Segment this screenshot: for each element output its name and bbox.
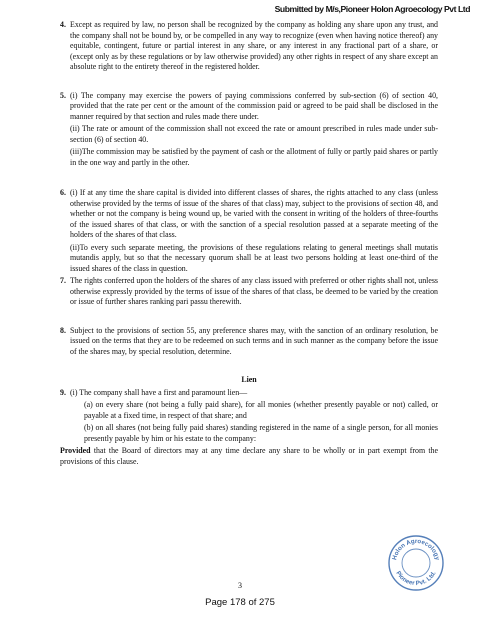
submitted-by-header: Submitted by M/s,Pioneer Holon Agroecology Pvt Ltd <box>274 4 470 14</box>
subclause-label: (i) <box>70 90 78 100</box>
subclause-label: (iii) <box>70 147 82 156</box>
proviso-label: Provided <box>60 446 91 455</box>
subclause-6-i <box>70 188 438 241</box>
clause-9 <box>60 388 438 399</box>
subclause-text: If at any time the share capital is divided into different classes of shares, the rights attached to any class (unless otherwise provided by the terms of issue of the shares of that class) may, subject to the provisions of section 48, and whether or not the company is being wound up, be varied with the consent in writing of the holders of three-fourths of the issued shares of that class, or with the sanction of a special resolution passed at a separate meeting of the holders of the shares of that class. <box>70 188 438 239</box>
subclause-text: The rate or amount of the commission shall not exceed the rate or amount prescribed in rules made under sub-section (6) of section 40. <box>70 124 438 144</box>
clause-text: The rights conferred upon the holders of the shares of any class issued with preferred or other rights shall not, unless otherwise expressly provided by the terms of issue of the shares of that class, be deemed to be varied by the creation or issue of further shares ranking pari passu therewith. <box>70 276 438 306</box>
lien-item-b: (b) on all shares (not being fully paid shares) standing registered in the name of a single person, for all monies presently payable by him or his estate to the company: <box>84 423 438 443</box>
subclause-text: To every such separate meeting, the provisions of these regulations relating to general meetings shall mutatis mutandis apply, but so that the necessary quorum shall be at least two persons holding at least one-third of the issued shares of the class in question. <box>70 242 438 273</box>
subclause-5-i <box>70 91 438 123</box>
lien-item-a: (a) on every share (not being a fully paid share), for all monies (whether presently payable or not) called, or payable at a fixed time, in respect of that share; and <box>84 400 438 420</box>
page-number: 3 <box>238 581 242 590</box>
page-count: Page 178 of 275 <box>205 597 275 608</box>
clause-4 <box>60 20 438 73</box>
clause-5 <box>60 91 438 169</box>
document-body <box>60 20 438 467</box>
subclause-label: (ii) <box>70 124 80 133</box>
clause-8 <box>60 326 438 358</box>
subclause-5-iii <box>70 147 438 168</box>
subclause-6-ii <box>70 243 438 275</box>
subclause-text: The commission may be satisfied by the payment of cash or the allotment of fully or partly paid shares or partly in the one way and partly in the other. <box>70 147 438 167</box>
clause-number: 6. <box>60 188 66 197</box>
subclause-5-ii <box>70 124 438 145</box>
clause-number: 5. <box>60 90 66 100</box>
proviso-text: that the Board of directors may at any time declare any share to be wholly or in part exempt from the provisions of this clause. <box>60 446 438 466</box>
clause-7 <box>60 276 438 308</box>
clause-text: Except as required by law, no person shall be recognized by the company as holding any share upon any trust, and the company shall not be bound by, or be compelled in any way to recognize (even when having notice thereof) any equitable, contingent, future or partial interest in any share, or any interest in any fractional part of a share, or (except only as by these regulations or by law otherwise provided) any other rights in respect of any share except an absolute right to the entirety thereof in the registered holder. <box>70 20 438 71</box>
subclause-text: The company may exercise the powers of paying commissions conferred by sub-section (6) of section 40, provided that the rate per cent or the amount of the commission paid or agreed to be paid shall be disclosed in the manner required by that section and rules made there under. <box>70 90 438 121</box>
proviso <box>60 446 438 467</box>
svg-text:Holon Agroecology: Holon Agroecology <box>391 537 441 561</box>
subclause-label: (i) <box>70 188 78 197</box>
clause-intro: (i) The company shall have a first and paramount lien— <box>70 387 248 397</box>
company-seal-stamp <box>386 533 446 593</box>
clause-number: 7. <box>60 276 66 285</box>
clause-text: Subject to the provisions of section 55, any preference shares may, with the sanction of an ordinary resolution, be issued on the terms that they are to be redeemed on such terms and in such manner as the company before the issue of the shares may, by special resolution, determine. <box>70 325 438 356</box>
clause-6 <box>60 188 438 274</box>
section-heading-lien: Lien <box>241 375 257 384</box>
clause-number: 8. <box>60 325 66 335</box>
clause-number: 4. <box>60 20 66 29</box>
subclause-label: (ii) <box>70 242 80 252</box>
svg-text:Pioneer Pvt. Ltd.: Pioneer Pvt. Ltd. <box>394 570 438 588</box>
clause-number: 9. <box>60 387 66 397</box>
